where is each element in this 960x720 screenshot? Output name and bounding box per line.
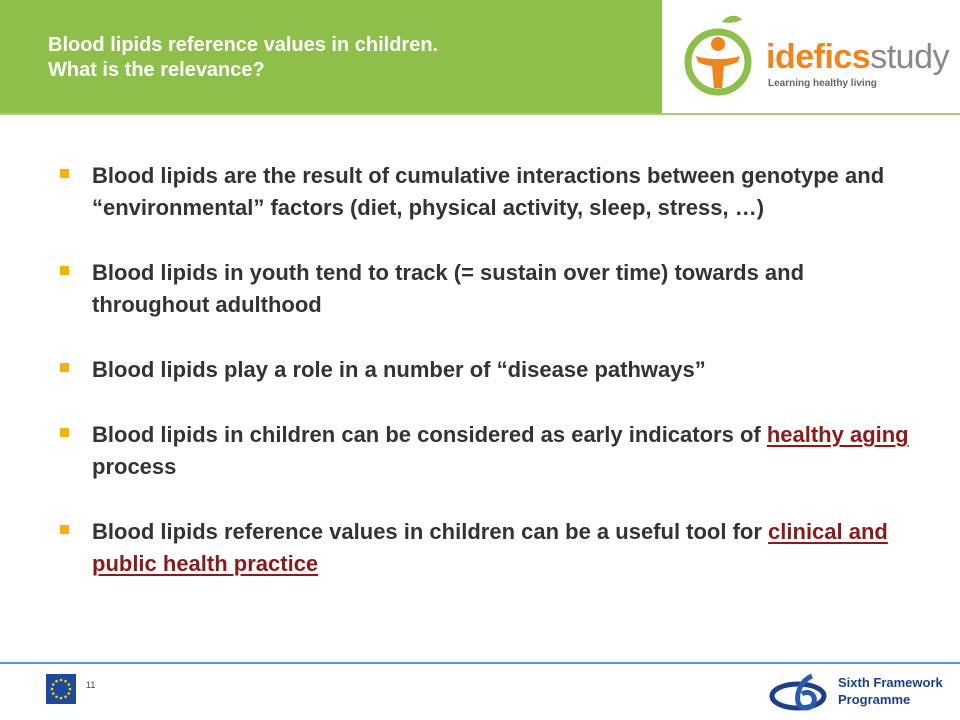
bullet-text: Blood lipids in youth tend to track (= sustain over time) towards and throughout adulthood: [92, 260, 805, 317]
slide-title: [48, 33, 438, 83]
bullet-marker: [60, 266, 69, 275]
bullet-text-suffix: process: [92, 454, 177, 479]
bullet-text: Blood lipids play a role in a number of “disease pathways”: [92, 357, 706, 382]
bullet-text: Blood lipids are the result of cumulative interactions between genotype and “environmental” factors (diet, physical activity, sleep, stress, …): [92, 163, 885, 220]
slide-title-line-2: What is the relevance?: [48, 59, 265, 81]
healthy-aging-link[interactable]: healthy aging: [766, 422, 909, 447]
bullet-item: [58, 354, 918, 386]
bullet-text: Blood lipids in children can be considered as early indicators of: [92, 422, 767, 447]
bullet-marker: [60, 363, 69, 372]
header-bar: [0, 0, 662, 113]
bullet-item: [58, 516, 918, 580]
bullet-text: Blood lipids reference values in children can be a useful tool for: [92, 519, 769, 544]
programme-line-2: Programme: [838, 692, 911, 707]
logo-tagline: Learning healthy living: [768, 78, 877, 89]
bullet-marker: [60, 428, 69, 437]
programme-line-1: Sixth Framework: [838, 675, 943, 690]
header-divider: [0, 113, 960, 115]
programme-label: [838, 674, 943, 708]
slide-title-line-1: Blood lipids reference values in children.: [48, 34, 439, 56]
footer-divider: [0, 662, 960, 664]
logo-wordmark-part1: idefics: [766, 38, 871, 76]
clinical-public-health-link[interactable]: clinical and public health practice: [92, 519, 888, 576]
bullet-marker: [60, 169, 69, 178]
bullet-marker: [60, 525, 69, 534]
bullet-item: [58, 419, 918, 483]
bullet-item: [58, 160, 918, 224]
page-number: 11: [86, 680, 96, 690]
idefics-logo: [662, 0, 960, 113]
logo-wordmark: [766, 40, 949, 74]
bullet-list: [58, 160, 918, 580]
bullet-item: [58, 257, 918, 321]
sixth-framework-logo-icon: [768, 672, 836, 712]
idefics-logo-icon: [682, 12, 754, 96]
eu-flag-icon: [46, 674, 76, 704]
logo-wordmark-part2: study: [870, 38, 949, 76]
